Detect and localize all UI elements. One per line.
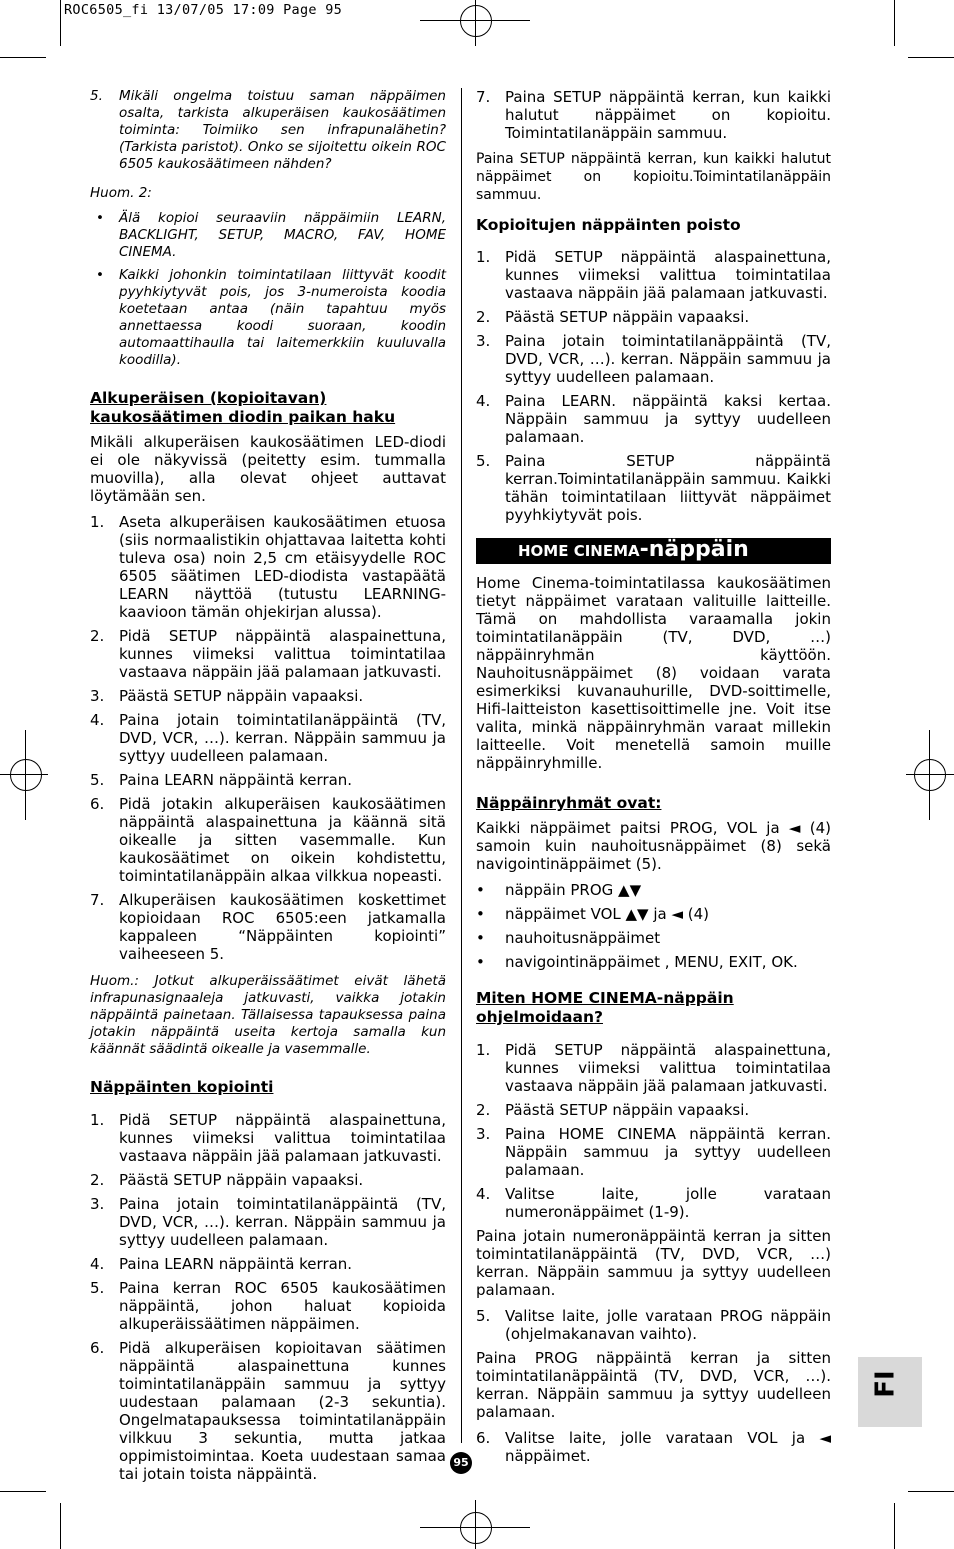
item-text: Paina LEARN näppäintä kerran. [119, 1255, 353, 1273]
registration-line [906, 774, 954, 775]
list-item [90, 627, 446, 681]
program-steps [476, 1041, 831, 1221]
registration-mark [914, 759, 946, 791]
item-number: 6. [90, 1339, 105, 1357]
item-text: Paina LEARN näppäintä kerran. [119, 771, 353, 789]
item-text: Pidä SETUP näppäintä alaspainettuna, kunnes viimeksi valittua toimintatilaa vastaava näppäin jää palamaan jatkuvasti. [119, 1111, 446, 1165]
registration-line [25, 730, 26, 820]
section-heading-delete: Kopioitujen näppäinten poisto [476, 216, 741, 234]
item-number: 5. [90, 1279, 105, 1297]
crop-mark [908, 57, 954, 58]
item-number: 7. [476, 88, 491, 106]
item-text: Pidä jotakin alkuperäisen kaukosäätimen näppäintä alaspainettuna ja käännä sitä oikealle ja sitten vasemmalle. Kun kaukosäätimet on oikein kohdistettu, toimintatilanäppäin alkaa vilkkua nopeasti. [119, 795, 446, 885]
crop-mark [894, 1503, 895, 1549]
item-text: Valitse laite, jolle varataan VOL ja ◄ näppäimet. [505, 1429, 831, 1465]
registration-line [929, 730, 930, 820]
section-heading-led: Alkuperäisen (kopioitavan) kaukosäätimen diodin paikan haku [90, 389, 396, 426]
section-heading-groups: Näppäinryhmät ovat: [476, 794, 662, 812]
bullet-item: • Älä kopioi seuraaviin näppäimiin LEARN, BACKLIGHT, SETUP, MACRO, FAV, HOME CINEMA. [96, 210, 446, 260]
right-column [476, 88, 831, 1471]
banner-text: -näppäin [639, 537, 749, 562]
list-item [90, 1195, 446, 1249]
print-header: ROC6505_fi 13/07/05 17:09 Page 95 [64, 2, 343, 18]
item-text: Pidä SETUP näppäintä alaspainettuna, kunnes viimeksi valittua toimintatilaa vastaava näppäin jää palamaan jatkuvasti. [505, 1041, 831, 1095]
item-number: 2. [90, 1171, 105, 1189]
item-number: 5. [476, 452, 491, 470]
item-text: Paina jotain toimintatilanäppäintä (TV, DVD, VCR, …). kerran. Näppäin sammuu ja syttyy uudelleen palamaan. [119, 711, 446, 765]
bullet-item [476, 953, 831, 971]
banner-smallcaps: HOME CINEMA [518, 542, 640, 560]
crop-mark [60, 1503, 61, 1549]
home-cinema-intro: Home Cinema-toimintatilassa kaukosäätimen tietyt näppäimet varataan valituille laitteille. Tämä on mahdollista varaamalla jokin toimintatilanäppäin (TV, DVD, …) näppäinryhmän käyttöön. Nauhoitusnäppäimet (8) voidaan varata esimerkiksi kuvanauhurille, DVD-soittimelle, Hifi-laitteiston kasettisoittimelle jne. Voit itse valita, minkä näppäinryhmän varaat millekin laitteelle. Voit menetellä samoin muille näppäinryhmille. [476, 574, 831, 772]
list-item [90, 711, 446, 765]
list-item [476, 1307, 831, 1343]
bullet-text: nauhoitusnäppäimet [505, 929, 661, 947]
item-text: Pidä SETUP näppäintä alaspainettuna, kunnes viimeksi valittua toimintatilaa vastaava näppäin jää palamaan jatkuvasti. [505, 248, 831, 302]
groups-list [476, 881, 831, 971]
section-heading-copy: Näppäinten kopiointi [90, 1078, 274, 1096]
list-item [476, 1041, 831, 1095]
list-item [90, 687, 446, 705]
item-number: 4. [476, 392, 491, 410]
item-text: Paina SETUP näppäintä kerran, kun kaikki halutut näppäimet on kopioitu. Toimintatilanäppäin sammuu. [505, 88, 831, 142]
item-number: 1. [90, 1111, 105, 1129]
list-item [476, 1185, 831, 1221]
setup-paragraph: Paina SETUP näppäintä kerran, kun kaikki halutut näppäimet on kopioitu.Toimintatilanäppäin sammuu. [476, 151, 831, 203]
list-item [90, 1111, 446, 1165]
item-number: 3. [90, 687, 105, 705]
item-text: Paina jotain toimintatilanäppäintä (TV, DVD, VCR, …). kerran. Näppäin sammuu ja syttyy uudelleen palamaan. [119, 1195, 446, 1249]
registration-mark [460, 5, 492, 37]
item-number: 6. [90, 795, 105, 813]
item-text: Mikäli ongelma toistuu saman näppäimen osalta, tarkista alkuperäisen kaukosäätimen toiminta: Toimiiko sen infrapunalähetin? (Tarkista paristot). Onko se sijoitettu oikein ROC 6505 kaukosäätimeen nähden? [119, 88, 446, 172]
item-text: Pidä alkuperäisen kopioitavan säätimen näppäintä alaspainettuna kunnes toimintatilanäppäin sammuu ja syttyy uudestaan palamaan (2-3 sekuntia). Ongelmatapauksessa toimintatilanäppäin vilkkuu 3 sekuntia, mutta jatkaa oppimistoimintaa. Koeta uudestaan samaa tai jotain toista näppäintä. [119, 1339, 446, 1483]
copy-steps [90, 1111, 446, 1483]
bullet-icon: • [476, 929, 485, 947]
bullet-text: Älä kopioi seuraaviin näppäimiin LEARN, BACKLIGHT, SETUP, MACRO, FAV, HOME CINEMA. [119, 210, 446, 260]
bullet-text: näppäin PROG ▲▼ [505, 881, 642, 899]
bullet-item: • Kaikki johonkin toimintatilaan liittyvät koodit pyyhkiytyvät pois, jos 3-numeroista koodia koetetaan antaa (näin tapahtuu myös annettaessa koodi suoraan, koodin automaattihaulla tai laitemerkkiin kuuluvalla koodilla). [96, 267, 446, 368]
crop-mark [894, 0, 895, 46]
item-text: Päästä SETUP näppäin vapaaksi. [505, 1101, 750, 1119]
list-item [90, 88, 446, 173]
registration-mark [460, 1512, 492, 1544]
note-label: Huom. 2: [90, 185, 152, 201]
item-text: Päästä SETUP näppäin vapaaksi. [119, 687, 364, 705]
bullet-text: näppäimet VOL ▲▼ ja ◄ (4) [505, 905, 710, 923]
list-item [90, 891, 446, 963]
bullet-text: navigointinäppäimet , MENU, EXIT, OK. [505, 953, 798, 971]
item-number: 2. [476, 308, 491, 326]
left-column [90, 88, 446, 1489]
bullet-icon: • [476, 953, 485, 971]
item-number: 6. [476, 1429, 491, 1447]
list-item [476, 332, 831, 386]
item-number: 7. [90, 891, 105, 909]
led-steps [90, 513, 446, 963]
item-number: 2. [90, 627, 105, 645]
list-item [476, 1101, 831, 1119]
item-number: 5. [90, 88, 103, 104]
item-number: 1. [476, 248, 491, 266]
led-intro: Mikäli alkuperäisen kaukosäätimen LED-diodi ei ole näkyvissä (peitetty esim. tummalla muovilla), alla olevat ohjeet auttavat löytämään sen. [90, 433, 446, 505]
item-text: Valitse laite, jolle varataan numeronäppäimet (1-9). [505, 1185, 831, 1221]
item-text: Alkuperäisen kaukosäätimen koskettimet kopioidaan ROC 6505:een jatkamalla kappaleen “Näppäinten kopiointi” vaiheeseen 5. [119, 891, 446, 963]
list-item [476, 248, 831, 302]
list-item [476, 392, 831, 446]
program-paragraph-1: Paina jotain numeronäppäintä kerran ja sitten toimintatilanäppäintä (TV, DVD, VCR, …) kerran. Näppäin sammuu ja syttyy uudelleen palamaan. [476, 1227, 831, 1299]
crop-mark [0, 57, 46, 58]
item-text: Päästä SETUP näppäin vapaaksi. [119, 1171, 364, 1189]
registration-line [475, 1500, 476, 1549]
delete-steps [476, 248, 831, 524]
item-number: 4. [90, 711, 105, 729]
registration-mark [10, 759, 42, 791]
item-number: 3. [476, 332, 491, 350]
language-tab-label: FI [870, 1370, 901, 1398]
item-text: Paina SETUP näppäintä kerran.Toimintatilanäppäin sammuu. Kaikki tähän toimintatilaan liittyvät näppäimet pyyhkiytyvät pois. [505, 452, 831, 524]
bullet-icon: • [476, 881, 485, 899]
list-item [476, 308, 831, 326]
item-number: 2. [476, 1101, 491, 1119]
item-number: 3. [90, 1195, 105, 1213]
item-text: Paina kerran ROC 6505 kaukosäätimen näppäintä, johon haluat kopioida alkuperäissäätimen näppäimen. [119, 1279, 446, 1333]
item-number: 5. [90, 771, 105, 789]
item-text: Valitse laite, jolle varataan PROG näppäin (ohjelmakanavan vaihto). [505, 1307, 831, 1343]
section-heading-program: Miten HOME CINEMA-näppäin ohjelmoidaan? [476, 989, 734, 1026]
item-text: Pidä SETUP näppäintä alaspainettuna, kunnes viimeksi valittua toimintatilaa vastaava näppäin jää palamaan jatkuvasti. [119, 627, 446, 681]
list-item [90, 1255, 446, 1273]
item-text: Paina jotain toimintatilanäppäintä (TV, DVD, VCR, …). kerran. Näppäin sammuu ja syttyy uudelleen palamaan. [505, 332, 831, 386]
crop-mark [60, 0, 61, 46]
list-item [90, 1171, 446, 1189]
language-tab [858, 1357, 922, 1427]
program-paragraph-2: Paina PROG näppäintä kerran ja sitten toimintatilanäppäintä (TV, DVD, VCR, …). kerran. Näppäin sammuu ja syttyy uudelleen palamaan. [476, 1349, 831, 1421]
note-text: Huom.: Jotkut alkuperäissäätimet eivät lähetä infrapunasignaaleja jatkuvasti, vaikka jotakin näppäintä painetaan. Tällaisessa tapauksessa paina jotakin näppäintä useita kertoja samalla kun käännät säädintä oikealle ja vasemmalle. [90, 973, 446, 1057]
list-item [476, 88, 831, 142]
bullet-text: Kaikki johonkin toimintatilaan liittyvät koodit pyyhkiytyvät pois, jos 3-numeroista koodia koetetaan antaa (näin tapahtuu myös annettaessa koodi suoraan, koodin automaattihaulla tai laitemerkkiin kuuluvalla koodilla). [119, 267, 446, 368]
registration-line [0, 774, 48, 775]
list-item [90, 1339, 446, 1483]
list-item [90, 795, 446, 885]
registration-line [475, 0, 476, 46]
item-number: 4. [476, 1185, 491, 1203]
groups-intro: Kaikki näppäimet paitsi PROG, VOL ja ◄ (4) samoin kuin nauhoitusnäppäimet (8) sekä navigointinäppäimet (5). [476, 819, 831, 873]
list-item [90, 771, 446, 789]
list-item [90, 1279, 446, 1333]
bullet-item [476, 881, 831, 899]
list-item [476, 452, 831, 524]
item-number: 4. [90, 1255, 105, 1273]
list-item [476, 1125, 831, 1179]
list-item [90, 513, 446, 621]
item-number: 5. [476, 1307, 491, 1325]
item-text: Paina LEARN. näppäintä kaksi kertaa. Näppäin sammuu ja syttyy uudelleen palamaan. [505, 392, 831, 446]
item-text: Päästä SETUP näppäin vapaaksi. [505, 308, 750, 326]
column-divider [461, 88, 462, 1443]
crop-mark [0, 1491, 46, 1492]
page-number: 95 [450, 1452, 472, 1474]
bullet-item [476, 929, 831, 947]
home-cinema-banner [476, 538, 831, 564]
bullet-item [476, 905, 831, 923]
item-number: 1. [476, 1041, 491, 1059]
item-number: 3. [476, 1125, 491, 1143]
item-text: Aseta alkuperäisen kaukosäätimen etuosa (siis normaalistikin ohjattavaa laitetta kohti tuleva osa) noin 2,5 cm etäisyydelle ROC 6505 säätimen LED-diodista vastapäätä LEARN näyttöä (tutustu LEARNING-kaavioon tämän ohjekirjan alussa). [119, 513, 446, 621]
item-number: 1. [90, 513, 105, 531]
crop-mark [908, 1491, 954, 1492]
list-item [476, 1429, 831, 1465]
bullet-icon: • [476, 905, 485, 923]
item-text: Paina HOME CINEMA näppäintä kerran. Näppäin sammuu ja syttyy uudelleen palamaan. [505, 1125, 831, 1179]
